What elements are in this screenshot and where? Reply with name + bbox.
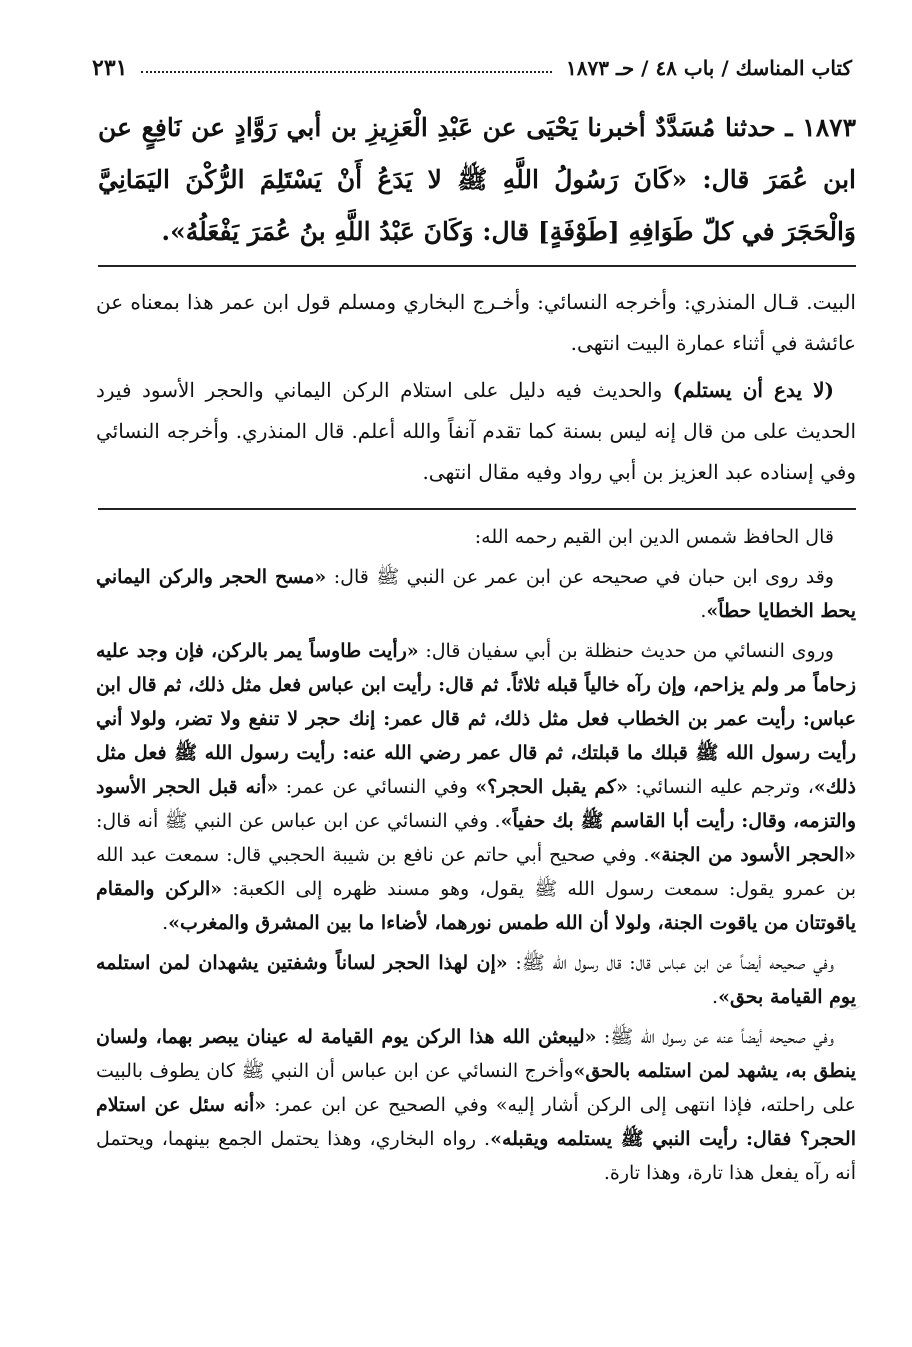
header-dot-leader xyxy=(141,71,552,73)
paragraph-text: وأخرج النسائي عن ابن عباس أن النبي ﷺ كان يطوف بالبيت على راحلته، فإذا انتهى إلى الركن أشار إليه» وفي الصحيح عن ابن عمر: xyxy=(96,1060,856,1116)
hadith-quote: «الحجر الأسود من الجنة» xyxy=(649,844,856,866)
hadith-quote: «أنه سئل عن استلام الحجر؟ فقال: رأيت النبي ﷺ يستلمه ويقبله» xyxy=(96,1094,856,1150)
paragraph-text: . xyxy=(700,600,707,622)
hadith-quote: «كم يقبل الحجر؟» xyxy=(475,776,628,798)
commentary-lead: (لا يدع أن يستلم) xyxy=(672,378,835,402)
hadith-quote: «مسح الحجر والركن اليماني يحط الخطايا حطاً» xyxy=(96,566,856,622)
paragraph-text: وفي صحيحه أيضاً عن ابن عباس قال: قال رسول الله ﷺ: xyxy=(507,952,834,974)
commentary-paragraph: البيت. قـال المنذري: وأخرجه النسائي: وأخـرج البخاري ومسلم قول ابن عمر هذا بمعناه عن عائشة في أثناء عمارة البيت انتهى. xyxy=(96,290,856,355)
hadith-quote: «ليبعثن الله هذا الركن يوم القيامة له عينان يبصر بهما، ولسان ينطق به، يشهد لمن استلمه بالحق» xyxy=(96,1026,857,1082)
paragraph-text: . رواه البخاري، وهذا يحتمل الجمع بينهما، ويحتمل أنه رآه يفعل هذا تارة، وهذا تارة. xyxy=(96,1128,856,1184)
ibn-qayyim-section xyxy=(96,520,856,1196)
section-intro: قال الحافظ شمس الدين ابن القيم رحمه الله: xyxy=(474,526,834,548)
paragraph-text: ، وترجم عليه النسائي: xyxy=(627,776,814,798)
hadith-quote: «أنه قبل الحجر الأسود والتزمه، وقال: رأيت أبا القاسم ﷺ بك حفياً» xyxy=(96,776,856,832)
qayyim-paragraph xyxy=(96,946,856,1014)
divider-line xyxy=(98,508,856,510)
divider-line xyxy=(98,265,856,267)
scan-smudge-icon xyxy=(832,1000,862,1014)
paragraph-text: . xyxy=(162,912,169,934)
commentary-text: والحديث فيه دليل على استلام الركن اليماني والحجر الأسود فيرد الحديث على من قال إنه ليس بسنة كما تقدم آنفاً والله أعلم. قال المنذري. وأخرجه النسائي وفي إسناده عبد العزيز بن أبي رواد وفيه مقال انتهى. xyxy=(96,378,856,484)
paragraph-text: وفي النسائي عن عمر: xyxy=(278,776,476,798)
qayyim-paragraph xyxy=(96,560,856,628)
chapter-title: كتاب المناسك / باب ٤٨ / حـ ١٨٧٣ xyxy=(566,56,852,80)
paragraph-text: وفي صحيحه أيضاً عنه عن رسول الله ﷺ: xyxy=(596,1026,834,1048)
commentary-paragraph xyxy=(96,370,856,493)
paragraph-text: وقد روى ابن حبان في صحيحه عن ابن عمر عن النبي ﷺ قال: xyxy=(326,566,834,588)
paragraph-text: . xyxy=(712,986,719,1008)
paragraph-text: وروى النسائي من حديث حنظلة بن أبي سفيان قال: xyxy=(418,640,834,662)
hadith-quote: «إن لهذا الحجر لساناً وشفتين يشهدان لمن استلمه يوم القيامة بحق» xyxy=(96,952,856,1008)
paragraph-text: . وفي صحيح أبي حاتم عن نافع بن شيبة الحجبي قال: سمعت عبد الله بن عمرو يقول: سمعت رسول الله ﷺ يقول، وهو مسند ظهره إلى الكعبة: xyxy=(96,844,856,900)
qayyim-paragraph xyxy=(96,1020,856,1190)
hadith-quote: «رأيت طاوساً يمر بالركن، فإن وجد عليه زحاماً مر ولم يزاحم، وإن رآه خالياً قبله ثلاثاً. ثم قال: رأيت ابن عباس فعل مثل ذلك، ثم قال ابن عباس: رأيت عمر بن الخطاب فعل مثل ذلك، ثم قال عمر: إنك حجر لا تنفع ولا تضر، ولولا أني رأيت رسول الله ﷺ قبلك ما قبلتك، ثم قال عمر رضي الله عنه: رأيت رسول الله ﷺ فعل مثل ذلك» xyxy=(96,640,856,798)
hadith-quote: «الركن والمقام ياقوتتان من ياقوت الجنة، ولولا أن الله طمس نورهما، لأضاءا ما بين المشرق والمغرب» xyxy=(96,878,856,934)
page-number: ٢٣١ xyxy=(92,55,128,81)
qayyim-paragraph xyxy=(96,634,856,940)
running-header xyxy=(92,52,852,84)
hadith-text: ١٨٧٣ ـ حدثنا مُسَدَّدٌ أخبرنا يَحْيَى عن عَبْدِ الْعَزِيزِ بن أبي رَوَّادٍ عن نَافِعٍ عن ابن عُمَرَ قال: «كَانَ رَسُولُ اللَّهِ ﷺ لا يَدَعُ أَنْ يَسْتَلِمَ الرُّكْنَ اليَمَانِيَّ وَالْحَجَرَ في كلّ طَوَافِهِ [طَوْفَةٍ] قال: وَكَانَ عَبْدُ اللَّهِ بنُ عُمَرَ يَفْعَلُهُ». xyxy=(98,113,856,246)
paragraph-text: . وفي النسائي عن ابن عباس عن النبي ﷺ أنه قال: xyxy=(96,810,501,832)
commentary-section xyxy=(96,282,856,493)
